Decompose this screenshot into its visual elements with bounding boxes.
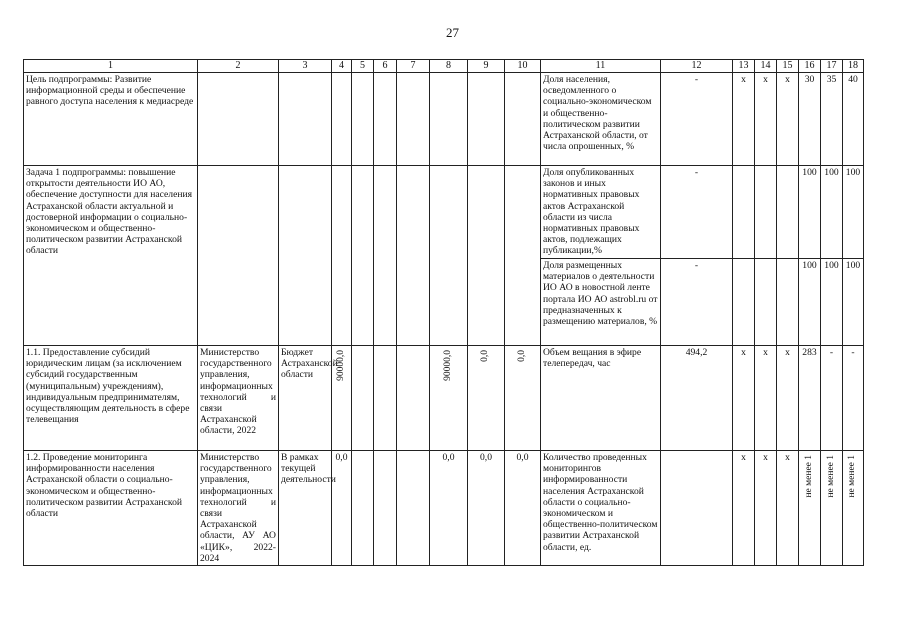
col-header: 5 [352,60,374,73]
header-row [24,60,864,73]
col-header: 1 [24,60,198,73]
col-header: 10 [505,60,541,73]
col-header: 14 [755,60,777,73]
table-row-goal: Цель подпрограммы: Развитие информационной среды и обеспечение равного доступа населения к медиасреде Доля населения, осведомленного о социально-экономическом и общественно-политическом развитии Астраханской области, от числа опрошенных, % - x x x 30 35 40 [24,73,864,166]
measure-text: 1.1. Предоставление субсидий юридическим лицам (за исключением субсидий государственным (муниципальным) учреждениям), индивидуальным предпринимателям, осуществляющим деятельность в сфере телевещания [24,346,198,451]
amount-2024: 0,0 [505,451,541,566]
col-header: 9 [468,60,505,73]
col-header: 18 [843,60,864,73]
funding-source: В рамках текущей деятельности [279,451,332,566]
indicator-text: Доля опубликованных законов и иных нормативных правовых актов Астраханской области из числа нормативных правовых актов, подлежащих публикации,% [541,166,661,259]
amount-total: 90000,0 [335,350,346,381]
indicator-text: Доля населения, осведомленного о социально-экономическом и общественно-политическом развитии Астраханской области, от числа опрошенных, % [541,73,661,166]
col-header: 16 [799,60,821,73]
col-header: 8 [430,60,468,73]
table-row-item-1-1: 1.1. Предоставление субсидий юридическим лицам (за исключением субсидий государственным (муниципальным) учреждениям), индивидуальным предпринимателям, осуществляющим деятельность в сфере телевещания Министерство государственного управления, информационных технологий и связи Астраханской области, 2022 Бюджет Астраханской области 90000,0 90000,0 0,0 0,0 Объем вещания в эфире телепередач, час 494,2 x x x 283 - - [24,346,864,451]
col-header: 6 [374,60,397,73]
goal-text: Цель подпрограммы: Развитие информационной среды и обеспечение равного доступа населения к медиасреде [24,73,198,166]
measure-text: 1.2. Проведение мониторинга информированности населения Астраханской области о социально-экономическом и общественно-политическом развитии Астраханской области [24,451,198,566]
col-header: 15 [777,60,799,73]
col-header: 17 [821,60,843,73]
amount-total: 0,0 [332,451,352,566]
executor-text: Министерство государственного управления, информационных технологий и связи Астраханской области, 2022 [198,346,279,451]
col-header: 4 [332,60,352,73]
col-header: 13 [733,60,755,73]
base-value: - [661,73,733,166]
amount-2023: 0,0 [468,451,505,566]
indicator-text: Объем вещания в эфире телепередач, час [541,346,661,451]
col-header: 7 [397,60,430,73]
amount-2024: 0,0 [516,350,527,362]
amount-2022: 0,0 [430,451,468,566]
col-header: 3 [279,60,332,73]
col-header: 11 [541,60,661,73]
page-number: 27 [446,25,459,40]
table-row-task: Задача 1 подпрограммы: повышение открытости деятельности ИО АО, обеспечение доступности для населения Астраханской области актуальной и достоверной информации о социально-экономическом и общественно-политическом развитии Астраханской области Доля опубликованных законов и иных нормативных правовых актов Астраханской области из числа нормативных правовых актов, подлежащих публикации,% - 100 100 100 [24,166,864,259]
indicator-text: Доля размещенных материалов о деятельности ИО АО в новостной ленте портала ИО АО astrobl.ru от предназначенных к размещению материалов, % [541,259,661,346]
col-header: 2 [198,60,279,73]
amount-2023: 0,0 [480,350,491,362]
program-table [23,59,864,566]
indicator-text: Количество проведенных мониторингов информированности населения Астраханской области о социально-экономическом и общественно-политическом развитии Астраханской области, ед. [541,451,661,566]
executor-text: Министерство государственного управления, информационных технологий и связи Астраханской области, АУ АО «ЦИК», 2022-2024 [198,451,279,566]
table-row-task-indicator: Доля размещенных материалов о деятельности ИО АО в новостной ленте портала ИО АО astrobl.ru от предназначенных к размещению материалов, % - 100 100 100 [24,259,864,346]
col-header: 12 [661,60,733,73]
amount-2022: 90000,0 [442,350,453,381]
funding-source: Бюджет Астраханской области [279,346,332,451]
table-row-item-1-2: 1.2. Проведение мониторинга информированности населения Астраханской области о социально-экономическом и общественно-политическом развитии Астраханской области Министерство государственного управления, информационных технологий и связи Астраханской области, АУ АО «ЦИК», 2022-2024 В рамках текущей деятельности 0,0 0,0 0,0 0,0 Количество проведенных мониторингов информированности населения Астраханской области о социально-экономическом и общественно-политическом развитии Астраханской области, ед. x x x не менее 1 не менее 1 не менее 1 [24,451,864,566]
task-text: Задача 1 подпрограммы: повышение открытости деятельности ИО АО, обеспечение доступности для населения Астраханской области актуальной и достоверной информации о социально-экономическом и общественно-политическом развитии Астраханской области [24,166,198,346]
